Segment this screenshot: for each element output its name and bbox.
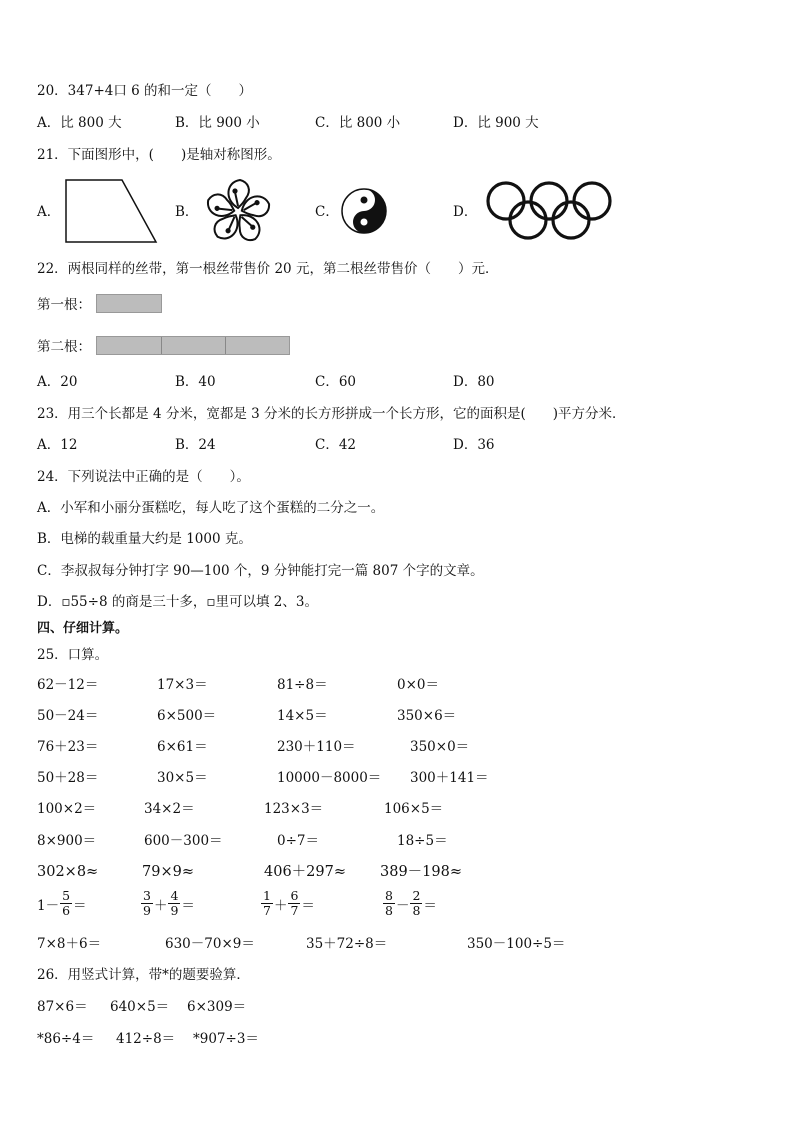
q22-option-d: D．80 (453, 374, 495, 390)
numerator: 4 (170, 888, 179, 903)
q21-label-b: B． (175, 204, 199, 220)
calc-item: 350－100÷5＝ (467, 936, 566, 952)
q24-option-a: A．小军和小丽分蛋糕吃，每人吃了这个蛋糕的二分之一。 (37, 500, 385, 516)
q23-option-d: D．36 (453, 437, 495, 453)
section-heading: 四、仔细计算。 (37, 621, 129, 636)
calc-item: 350×0＝ (410, 739, 470, 755)
operator: ＋ (153, 897, 168, 914)
ribbon2-divider (161, 337, 162, 354)
fraction-expression (37, 889, 87, 918)
calc-item: 302×8≈ (37, 864, 99, 880)
equals-sign: ＝ (73, 897, 87, 914)
calc-item: 406＋297≈ (264, 864, 347, 880)
calc-item: 30×5＝ (157, 770, 208, 786)
calc-item: 6×500＝ (157, 708, 217, 724)
denominator: 8 (385, 903, 393, 918)
calc-item: 630－70×9＝ (165, 936, 255, 952)
q22-option-c: C．60 (315, 374, 357, 390)
calc-item: 300＋141＝ (410, 770, 489, 786)
equals-sign: ＝ (301, 897, 315, 914)
olympic-rings-figure (485, 180, 617, 242)
calc-item: 0×0＝ (397, 677, 439, 693)
q20-option-d: D．比 900 大 (453, 115, 539, 131)
calc-item: 6×309＝ (187, 999, 247, 1015)
calc-item: 17×3＝ (157, 677, 208, 693)
denominator: 9 (143, 903, 151, 918)
trapezoid-figure (64, 178, 160, 244)
q21-label-d: D． (453, 204, 478, 220)
numerator: 8 (385, 888, 393, 903)
q24-option-b: B．电梯的载重量大约是 1000 克。 (37, 531, 252, 547)
q24-stem: 24．下列说法中正确的是（ ）。 (37, 469, 250, 485)
calc-item: 79×9≈ (142, 864, 194, 880)
operator: － (395, 897, 410, 914)
calc-item: *907÷3＝ (193, 1031, 259, 1047)
calc-item: 50＋28＝ (37, 770, 99, 786)
calc-item: 412÷8＝ (116, 1031, 176, 1047)
fraction (141, 889, 153, 918)
calc-item: 18÷5＝ (397, 833, 448, 849)
fraction-expression (140, 889, 195, 918)
calc-item: 350×6＝ (397, 708, 457, 724)
q23-stem: 23．用三个长都是 4 分米，宽都是 3 分米的长方形拼成一个长方形，它的面积是( )平方分米． (37, 406, 626, 422)
calc-item: 100×2＝ (37, 801, 97, 817)
denominator: 7 (290, 903, 299, 918)
denominator: 6 (62, 903, 71, 918)
equals-sign: ＝ (423, 897, 437, 914)
ribbon2-divider (225, 337, 226, 354)
q20-option-b: B．比 900 小 (175, 115, 260, 131)
ribbon2-bar (96, 336, 290, 355)
q24-option-c: C．李叔叔每分钟打字 90—100 个，9 分钟能打完一篇 807 个字的文章。 (37, 563, 484, 579)
calc-item: 6×61＝ (157, 739, 208, 755)
calc-item: 230＋110＝ (277, 739, 356, 755)
equals-sign: ＝ (181, 897, 195, 914)
calc-item: 81÷8＝ (277, 677, 328, 693)
calc-item: 389－198≈ (380, 864, 463, 880)
calc-item: 76＋23＝ (37, 739, 99, 755)
q26-stem: 26．用竖式计算，带*的题要验算． (37, 967, 250, 983)
q22-option-a: A．20 (37, 374, 78, 390)
q22-option-b: B．40 (175, 374, 216, 390)
denominator: 9 (170, 903, 179, 918)
q20-option-c: C．比 800 小 (315, 115, 401, 131)
calc-item: 14×5＝ (277, 708, 328, 724)
q22-stem: 22．两根同样的丝带，第一根丝带售价 20 元，第二根丝带售价（ ）元． (37, 261, 499, 277)
q23-option-c: C．42 (315, 437, 357, 453)
numerator: 2 (412, 888, 421, 903)
calc-item: 62－12＝ (37, 677, 99, 693)
calc-item: 34×2＝ (144, 801, 195, 817)
calc-item: 10000－8000＝ (277, 770, 382, 786)
q21-label-c: C． (315, 204, 339, 220)
fraction (168, 889, 180, 918)
calc-item: 640×5＝ (110, 999, 170, 1015)
calc-item: 87×6＝ (37, 999, 88, 1015)
q21-stem: 21．下面图形中，( )是轴对称图形。 (37, 147, 281, 163)
calc-item: 123×3＝ (264, 801, 324, 817)
yin-yang-figure (340, 187, 388, 235)
q25-stem: 25．口算。 (37, 647, 109, 663)
q21-label-a: A． (37, 204, 61, 220)
ribbon2-label: 第二根： (37, 339, 91, 355)
fraction-expression (260, 889, 315, 918)
fraction-expression (382, 889, 437, 918)
calc-item: 106×5＝ (384, 801, 444, 817)
numerator: 6 (290, 888, 299, 903)
q20-option-a: A．比 800 大 (37, 115, 122, 131)
fraction (288, 889, 300, 918)
ribbon1-label: 第一根： (37, 297, 91, 313)
fraction-prefix: 1－ (37, 897, 60, 914)
calc-item: *86÷4＝ (37, 1031, 95, 1047)
denominator: 8 (412, 903, 421, 918)
q20-stem: 20．347+4口 6 的和一定（ ） (37, 83, 253, 99)
calc-item: 8×900＝ (37, 833, 97, 849)
q23-option-a: A．12 (37, 437, 78, 453)
fraction (410, 889, 422, 918)
q23-option-b: B．24 (175, 437, 216, 453)
numerator: 1 (263, 888, 271, 903)
operator: ＋ (273, 897, 288, 914)
numerator: 3 (143, 888, 151, 903)
denominator: 7 (263, 903, 271, 918)
fraction (261, 889, 273, 918)
fraction (60, 889, 72, 918)
calc-item: 0÷7＝ (277, 833, 319, 849)
ribbon1-bar (96, 294, 162, 313)
calc-item: 50－24＝ (37, 708, 99, 724)
calc-item: 7×8＋6＝ (37, 936, 102, 952)
q24-option-d: D．▫55÷8 的商是三十多，▫里可以填 2、3。 (37, 594, 318, 610)
calc-item: 35＋72÷8＝ (306, 936, 388, 952)
calc-item: 600－300＝ (144, 833, 223, 849)
bauhinia-flower-figure (204, 178, 272, 246)
numerator: 5 (62, 888, 71, 903)
fraction (383, 889, 395, 918)
